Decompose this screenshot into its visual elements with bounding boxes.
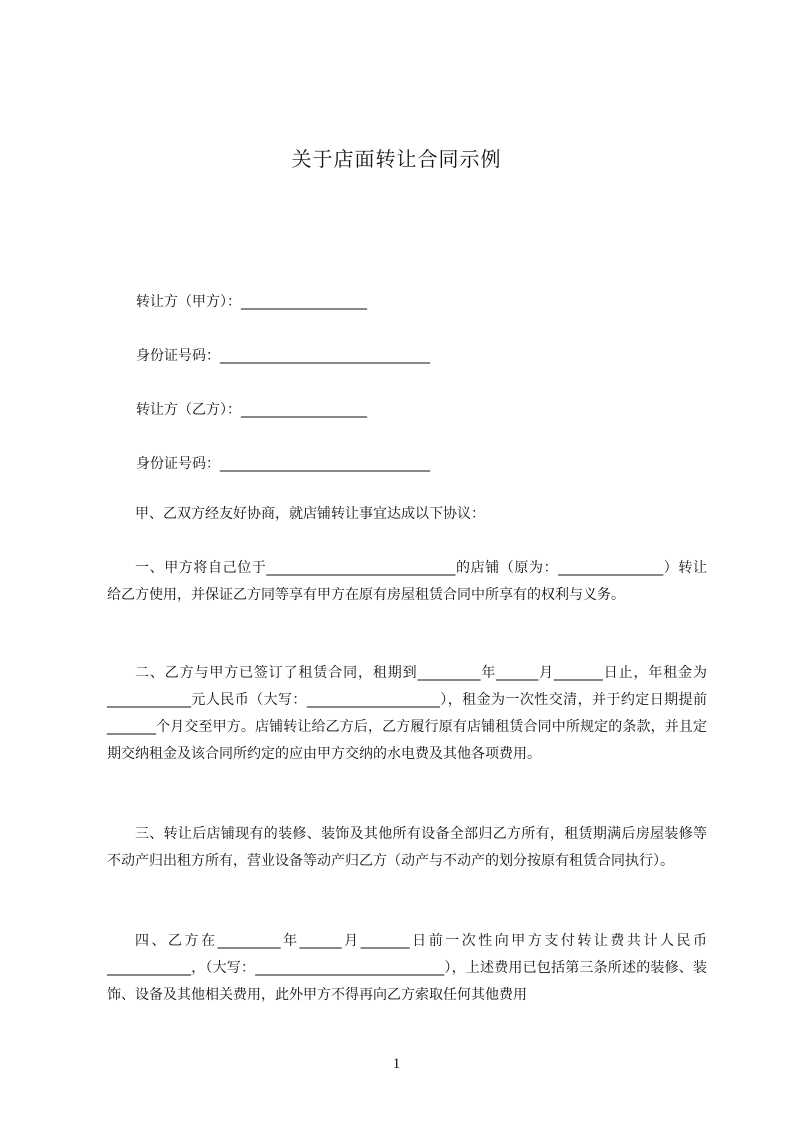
page-number: 1 <box>392 1056 401 1072</box>
clause-1: 一、甲方将自己位于___________________________的店铺（原为：_______________）转让给乙方使用，并保证乙方同等享有甲方在原有房屋租赁合同中所享有的权利与义务。 <box>107 560 707 603</box>
clause-3: 三、转让后店铺现有的装修、装饰及其他所有设备全部归乙方所有，租赁期满后房屋装修等不动产归出租方所有，营业设备等动产归乙方（动产与不动产的划分按原有租赁合同执行）。 <box>107 826 707 869</box>
party-a-id-number-field: 身份证号码：______________________________ <box>136 348 430 364</box>
clause-2: 二、乙方与甲方已签订了租赁合同，租期到_________年______月_______日止，年租金为____________元人民币（大写：___________________），租金为一次性交清，并于约定日期提前_______个月交至甲方。店铺转让给乙方后，乙方履行原有店铺租赁合同中所规定的条款，并且定期交纳租金及该合同所约定的应由甲方交纳的水电费及其他各项费用。 <box>107 665 707 762</box>
clause-4: 四、乙方在_________年______月_______日前一次性向甲方支付转让费共计人民币____________，（大写：___________________________），上述费用已包括第三条所述的装修、装饰、设备及其他相关费用，此外甲方不得再向乙方索取任何其他费用 <box>107 933 707 1003</box>
party-b-id-number-field: 身份证号码：______________________________ <box>136 456 430 472</box>
intro-paragraph: 甲、乙双方经友好协商，就店铺转让事宜达成以下协议： <box>135 506 485 522</box>
transferee-party-b-field: 转让方（乙方）：__________________ <box>136 402 367 418</box>
document-title: 关于店面转让合同示例 <box>291 147 502 171</box>
transferor-party-a-field: 转让方（甲方）：__________________ <box>136 294 367 310</box>
